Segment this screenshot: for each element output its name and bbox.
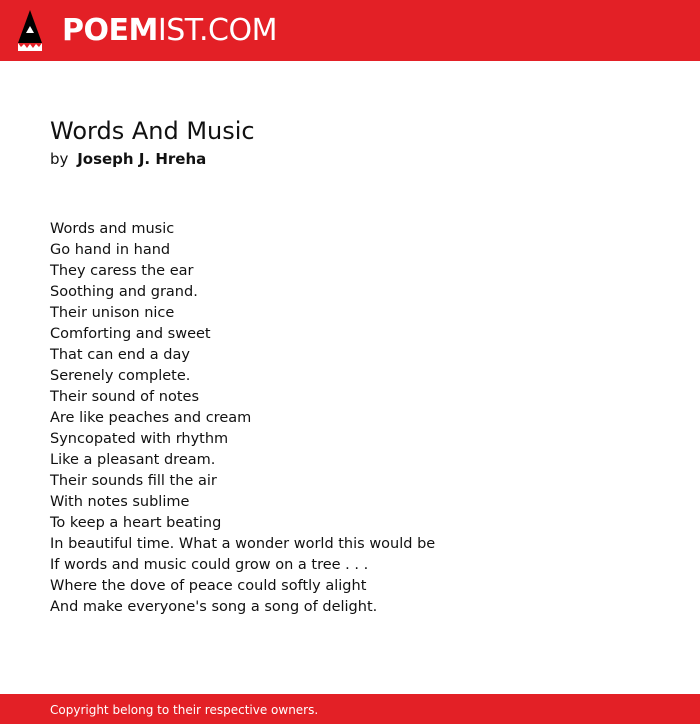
poem-line: If words and music could grow on a tree . . . (50, 557, 369, 573)
poem-line: Their sound of notes (50, 389, 199, 405)
poem-line: Their unison nice (50, 305, 175, 321)
pencil-tip-icon[interactable] (18, 10, 42, 51)
poem-line: With notes sublime (50, 494, 190, 510)
by-label: by (50, 150, 69, 168)
poem-line: Soothing and grand. (50, 284, 198, 300)
poem-byline (50, 148, 206, 170)
poem-line: Syncopated with rhythm (50, 431, 229, 447)
copyright-notice: Copyright belong to their respective owners. (50, 703, 319, 717)
poem-line: Words and music (50, 221, 175, 237)
poem-line: Like a pleasant dream. (50, 452, 216, 468)
poem-line: Serenely complete. (50, 368, 191, 384)
poem-line: They caress the ear (50, 263, 194, 279)
logo-bold-text: POEM (62, 13, 158, 48)
site-logo[interactable] (62, 11, 277, 51)
poem-line: Their sounds fill the air (50, 473, 217, 489)
poem-line: To keep a heart beating (50, 515, 222, 531)
poem-line: And make everyone's song a song of delight. (50, 599, 378, 615)
poem-line: Are like peaches and cream (50, 410, 252, 426)
poem-line: In beautiful time. What a wonder world this would be (50, 536, 436, 552)
poem-body (50, 219, 435, 618)
poem-line: Where the dove of peace could softly alight (50, 578, 367, 594)
poem-line: Comforting and sweet (50, 326, 211, 342)
poem-author: Joseph J. Hreha (77, 150, 207, 168)
poem-line: That can end a day (50, 347, 190, 363)
logo-light-text: IST.COM (157, 13, 277, 48)
poem-title: Words And Music (50, 117, 255, 145)
site-footer (0, 694, 700, 724)
poem-line: Go hand in hand (50, 242, 171, 258)
site-header (0, 0, 700, 61)
